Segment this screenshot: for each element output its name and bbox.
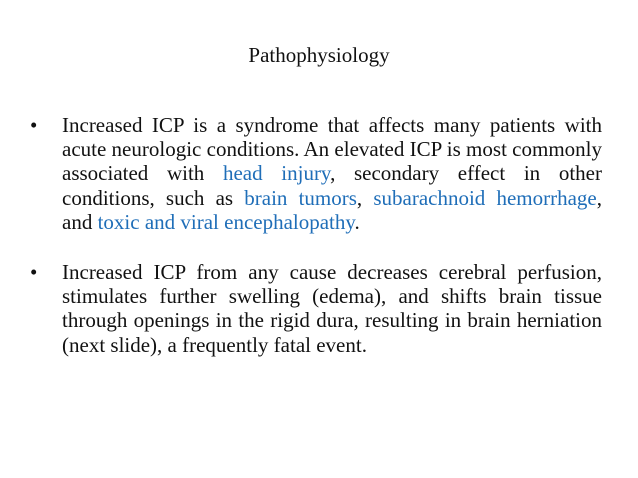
text-segment: , and [62, 185, 602, 234]
link-brain-tumors[interactable]: brain tumors [244, 185, 357, 210]
text-segment: , [356, 185, 374, 210]
bullet-icon: • [30, 260, 38, 285]
text-segment: Increased ICP is a syndrome that affects many patients with acute neurologic conditions. An elevated ICP is most commonly associated with [62, 113, 602, 186]
link-toxic-viral-encephalopathy[interactable]: toxic and viral encephalopathy [97, 209, 355, 234]
bullet-icon: • [30, 113, 38, 137]
bullet-text [62, 113, 602, 234]
bullet-list [28, 113, 602, 357]
bullet-item-icp-syndrome [28, 113, 602, 234]
link-head-injury[interactable]: head injury [222, 161, 331, 186]
text-segment: . [354, 209, 360, 234]
bullet-text [62, 260, 602, 357]
text-segment: Increased ICP from any cause decreases cerebral perfusion, stimulates further swelling (edema), and shifts brain tissue through openings in the rigid dura, resulting in brain herniation (next slide), a frequently fatal event. [62, 260, 602, 357]
text-segment: , secondary effect in other conditions, such as [62, 161, 602, 210]
link-subarachnoid-hemorrhage[interactable]: subarachnoid hemorrhage [373, 185, 597, 210]
slide-title: Pathophysiology [248, 43, 390, 67]
bullet-item-icp-effects [28, 260, 602, 357]
